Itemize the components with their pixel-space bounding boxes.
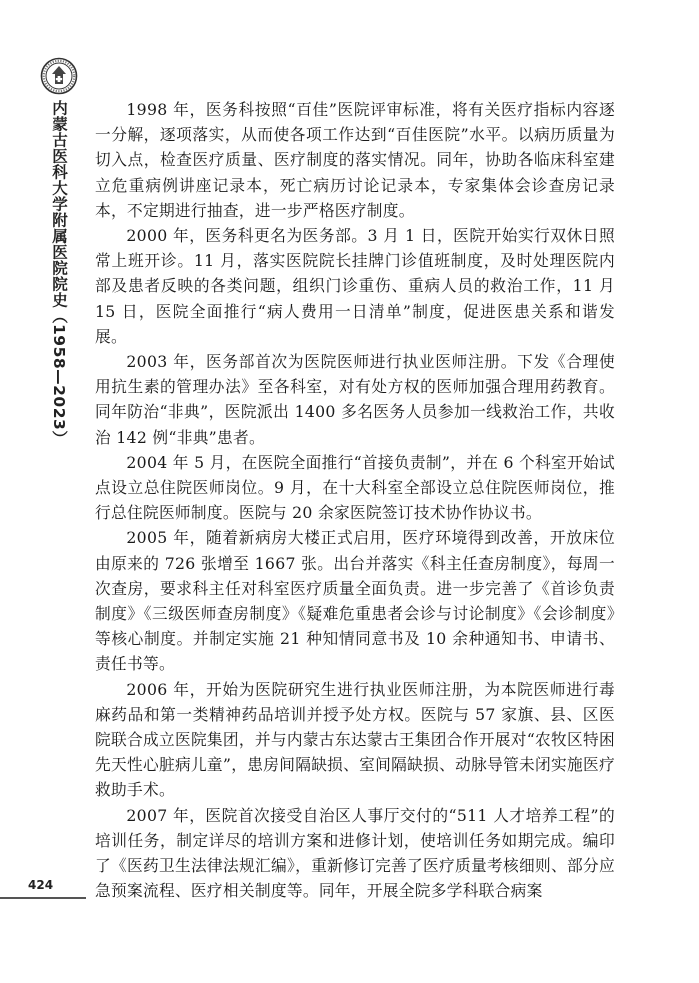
- paragraph-2004: 2004 年 5 月，在医院全面推行“首接负责制”，并在 6 个科室开始试点设立总住院医师岗位。9 月，在十大科室全部设立总住院医师岗位，推行总住院医师制度。医院与 20 余家医院签订技术协作协议书。: [95, 452, 615, 523]
- page-number: 424: [28, 878, 54, 892]
- paragraph-2006: 2006 年，开始为医院研究生进行执业医师注册，为本院医师进行毒麻药品和第一类精神药品培训并授予处方权。医院与 57 家旗、县、区医院联合成立医院集团，并与内蒙古东达蒙古王集团合作开展对“农牧区特困先天性心脏病儿童”，患房间隔缺损、室间隔缺损、动脉导管未闭实施医疗救助手术。: [95, 679, 615, 800]
- main-text: [95, 97, 615, 904]
- paragraph-2000: 2000 年，医务科更名为医务部。3 月 1 日，医院开始实行双休日照常上班开诊。11 月，落实医院院长挂牌门诊值班制度，及时处理医院内部及患者反映的各类问题，组织门诊重伤、重病人员的救治工作，11 月 15 日，医院全面推行“病人费用一日清单”制度，促进医患关系和谐发展。: [95, 226, 615, 346]
- paragraph-1998: 1998 年，医务科按照“百佳”医院评审标准，将有关医疗指标内容逐一分解，逐项落实，从而使各项工作达到“百佳医院”水平。以病历质量为切入点，检查医疗质量、医疗制度的落实情况。同年，协助各临床科室建立危重病例讲座记录本，死亡病历讨论记录本，专家集体会诊查房记录本，不定期进行抽查，进一步严格医疗制度。: [95, 100, 615, 220]
- hospital-seal-icon: [40, 57, 78, 95]
- book-title-sidebar: 内蒙古医科大学附属医院院史（1958—2023）: [50, 100, 68, 447]
- page-number-rule: [0, 897, 86, 899]
- paragraph-2005: 2005 年，随着新病房大楼正式启用，医疗环境得到改善，开放床位由原来的 726 张增至 1667 张。出台并落实《科主任查房制度》，每周一次查房，要求科主任对科室医疗质量全面负责。进一步完善了《首诊负责制度》《三级医师查房制度》《疑难危重患者会诊与讨论制度》《会诊制度》等核心制度。并制定实施 21 种知情同意书及 10 余种通知书、申请书、责任书等。: [95, 528, 615, 674]
- paragraph-2003: 2003 年，医务部首次为医院医师进行执业医师注册。下发《合理使用抗生素的管理办法》至各科室，对有处方权的医师加强合理用药教育。同年防治“非典”，医院派出 1400 多名医务人员参加一线救治工作，共收治 142 例“非典”患者。: [95, 352, 615, 447]
- paragraph-2007: 2007 年，医院首次接受自治区人事厅交付的“511 人才培养工程”的培训任务，制定详尽的培训方案和进修计划，使培训任务如期完成。编印了《医药卫生法律法规汇编》，重新修订完善了医疗质量考核细则、部分应急预案流程、医疗相关制度等。同年，开展全院多学科联合病案: [95, 805, 615, 901]
